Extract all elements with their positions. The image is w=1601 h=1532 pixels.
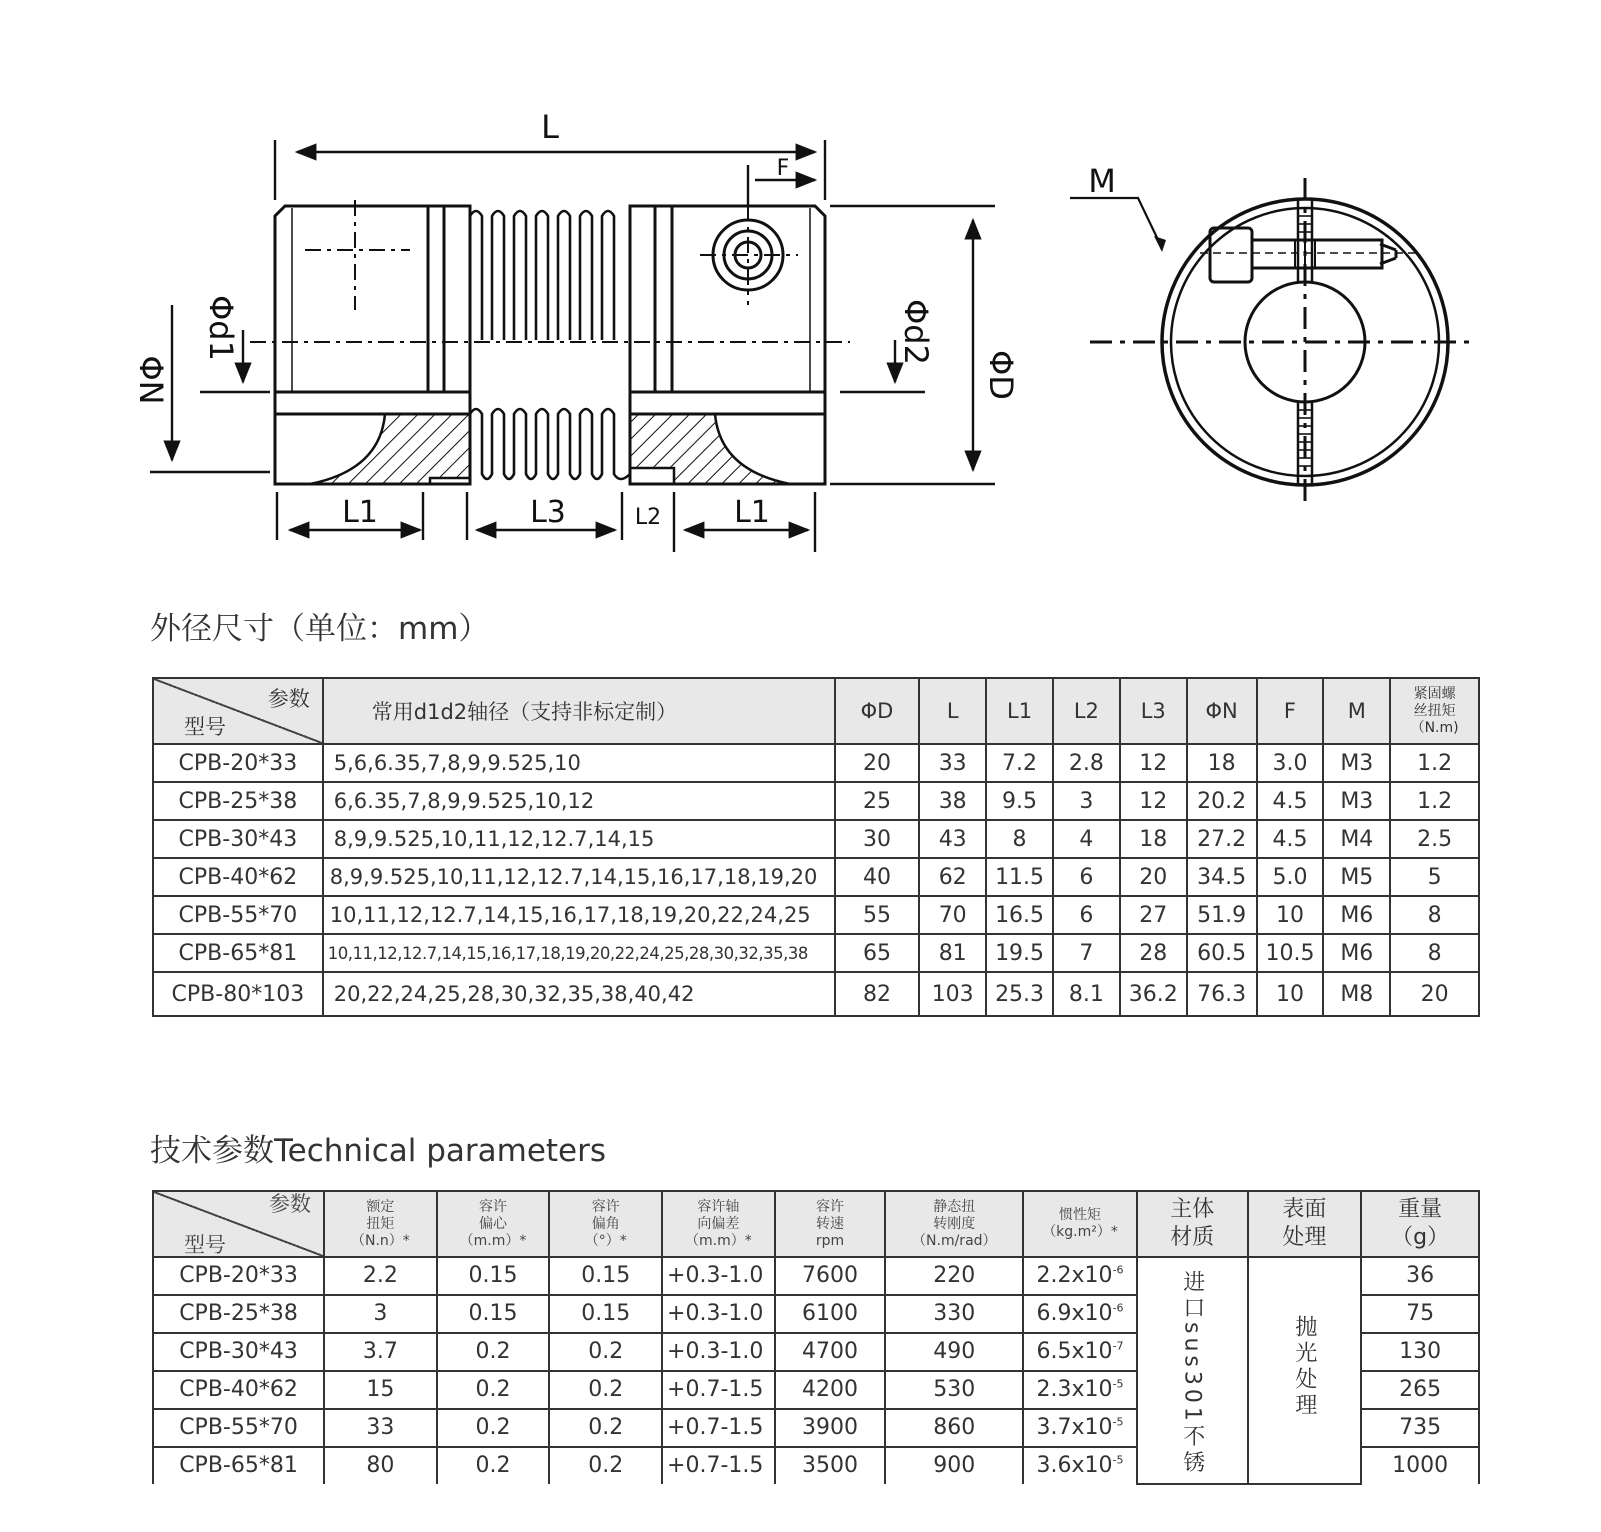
L2-cell: 4 (1053, 820, 1120, 858)
N-cell: 60.5 (1187, 934, 1257, 972)
L1-cell: 25.3 (986, 972, 1053, 1016)
L3-cell: 12 (1120, 744, 1187, 782)
bore-cell: 8,9,9.525,10,11,12,12.7,14,15 (323, 820, 835, 858)
axial-cell: +0.7-1.5 (662, 1409, 775, 1447)
L-cell: 70 (919, 896, 986, 934)
L2-cell: 8.1 (1053, 972, 1120, 1016)
weight-cell: 1000 (1361, 1447, 1479, 1484)
torque-cell: 1.2 (1390, 782, 1479, 820)
N-cell: 20.2 (1187, 782, 1257, 820)
weight-cell: 75 (1361, 1295, 1479, 1333)
speed-cell: 3500 (775, 1447, 886, 1484)
torque-cell: 8 (1390, 896, 1479, 934)
corner-header-param: 参数 (269, 1192, 312, 1216)
label-D: ΦD (982, 350, 1020, 400)
torque-cell: 15 (324, 1371, 437, 1409)
table-row (153, 782, 1479, 820)
table-row (153, 934, 1479, 972)
model-cell: CPB-40*62 (153, 858, 323, 896)
stiffness-cell: 860 (885, 1409, 1023, 1447)
L1-cell: 11.5 (986, 858, 1053, 896)
axial-cell: +0.7-1.5 (662, 1447, 775, 1484)
L2-cell: 6 (1053, 858, 1120, 896)
L3-cell: 27 (1120, 896, 1187, 934)
inertia-cell: $2.2x10^{-6}$ (1023, 1257, 1137, 1295)
bore-cell: 10,11,12,12.7,14,15,16,17,18,19,20,22,24,25 (323, 896, 835, 934)
torque-cell: 8 (1390, 934, 1479, 972)
technical-header-row (153, 1191, 1479, 1257)
torque-cell: 5 (1390, 858, 1479, 896)
table-row (153, 858, 1479, 896)
speed-cell: 4200 (775, 1371, 886, 1409)
model-cell: CPB-55*70 (153, 896, 323, 934)
L2-cell: 2.8 (1053, 744, 1120, 782)
L-cell: 43 (919, 820, 986, 858)
stiffness-cell: 490 (885, 1333, 1023, 1371)
model-cell: CPB-20*33 (153, 744, 323, 782)
N-cell: 18 (1187, 744, 1257, 782)
M-cell: M5 (1323, 858, 1390, 896)
table-row (153, 820, 1479, 858)
header-M: M (1323, 678, 1390, 744)
L1-cell: 9.5 (986, 782, 1053, 820)
D-cell: 82 (835, 972, 920, 1016)
eccentric-cell: 0.2 (437, 1447, 550, 1484)
model-cell: CPB-20*33 (153, 1257, 324, 1295)
dimensions-table (152, 677, 1480, 1017)
inertia-cell: $2.3x10^{-5}$ (1023, 1371, 1137, 1409)
model-cell: CPB-80*103 (153, 972, 323, 1016)
model-cell: CPB-30*43 (153, 1333, 324, 1371)
torque-cell: 1.2 (1390, 744, 1479, 782)
angle-cell: 0.2 (549, 1371, 662, 1409)
L3-cell: 12 (1120, 782, 1187, 820)
eccentric-cell: 0.2 (437, 1333, 550, 1371)
dimensions-title: 外径尺寸（单位：mm） (150, 611, 490, 647)
speed-cell: 3900 (775, 1409, 886, 1447)
angle-cell: 0.2 (549, 1447, 662, 1484)
F-cell: 10 (1257, 896, 1324, 934)
torque-cell: 2.2 (324, 1257, 437, 1295)
axial-cell: +0.7-1.5 (662, 1371, 775, 1409)
torque-cell: 2.5 (1390, 820, 1479, 858)
D-cell: 20 (835, 744, 920, 782)
L1-cell: 19.5 (986, 934, 1053, 972)
surface-cell: 抛光处理 (1248, 1257, 1362, 1484)
M-cell: M6 (1323, 934, 1390, 972)
L-cell: 33 (919, 744, 986, 782)
L1-cell: 7.2 (986, 744, 1053, 782)
eccentric-cell: 0.2 (437, 1371, 550, 1409)
torque-cell: 33 (324, 1409, 437, 1447)
bore-cell: 10,11,12,12.7,14,15,16,17,18,19,20,22,24,25,28,30,32,35,38 (323, 934, 835, 972)
bore-cell: 8,9,9.525,10,11,12,12.7,14,15,16,17,18,19,20 (323, 858, 835, 896)
axial-cell: +0.3-1.0 (662, 1333, 775, 1371)
eccentric-cell: 0.2 (437, 1409, 550, 1447)
label-d2: Φd2 (897, 299, 935, 365)
header-N: ΦN (1187, 678, 1257, 744)
L-cell: 62 (919, 858, 986, 896)
axial-cell: +0.3-1.0 (662, 1295, 775, 1333)
L2-cell: 7 (1053, 934, 1120, 972)
label-L: L (541, 108, 559, 146)
label-L3: L3 (530, 495, 566, 530)
L3-cell: 18 (1120, 820, 1187, 858)
F-cell: 4.5 (1257, 782, 1324, 820)
bore-cell: 5,6,6.35,7,8,9,9.525,10 (323, 744, 835, 782)
M-cell: M6 (1323, 896, 1390, 934)
header-material: 主体 材质 (1137, 1191, 1248, 1257)
inertia-cell: $3.6x10^{-5}$ (1023, 1447, 1137, 1484)
header-torque: 紧固螺 丝扭矩 （N.m) (1390, 678, 1479, 744)
label-L1-left: L1 (342, 495, 378, 530)
technical-table (152, 1190, 1480, 1485)
model-cell: CPB-55*70 (153, 1409, 324, 1447)
header-inertia: 惯性矩 （kg.m²）* (1023, 1191, 1137, 1257)
inertia-cell: $6.9x10^{-6}$ (1023, 1295, 1137, 1333)
F-cell: 10 (1257, 972, 1324, 1016)
header-speed: 容许 转速 rpm (775, 1191, 886, 1257)
N-cell: 76.3 (1187, 972, 1257, 1016)
weight-cell: 36 (1361, 1257, 1479, 1295)
table-row (153, 896, 1479, 934)
angle-cell: 0.15 (549, 1257, 662, 1295)
L1-cell: 8 (986, 820, 1053, 858)
weight-cell: 130 (1361, 1333, 1479, 1371)
M-cell: M8 (1323, 972, 1390, 1016)
stiffness-cell: 900 (885, 1447, 1023, 1484)
D-cell: 65 (835, 934, 920, 972)
L1-cell: 16.5 (986, 896, 1053, 934)
corner-header (153, 1191, 324, 1257)
header-rated-torque: 额定 扭矩 （N.n）* (324, 1191, 437, 1257)
technical-title: 技术参数Technical parameters (150, 1133, 607, 1169)
torque-cell: 80 (324, 1447, 437, 1484)
header-L2: L2 (1053, 678, 1120, 744)
header-L1: L1 (986, 678, 1053, 744)
speed-cell: 7600 (775, 1257, 886, 1295)
stiffness-cell: 530 (885, 1371, 1023, 1409)
label-d1: Φd1 (202, 295, 240, 361)
header-stiffness: 静态扭 转刚度 （N.m/rad） (885, 1191, 1023, 1257)
torque-cell: 3 (324, 1295, 437, 1333)
D-cell: 55 (835, 896, 920, 934)
label-M: M (1088, 162, 1116, 200)
label-L2: L2 (634, 505, 662, 530)
header-bore: 常用d1d2轴径（支持非标定制） (323, 678, 835, 744)
eccentric-cell: 0.15 (437, 1257, 550, 1295)
D-cell: 25 (835, 782, 920, 820)
coupling-end-view-drawing (1070, 160, 1500, 510)
stiffness-cell: 330 (885, 1295, 1023, 1333)
corner-header-param: 参数 (267, 687, 310, 711)
corner-header-model: 型号 (184, 715, 226, 739)
weight-cell: 265 (1361, 1371, 1479, 1409)
L-cell: 103 (919, 972, 986, 1016)
label-N: ΦN (132, 355, 170, 405)
N-cell: 51.9 (1187, 896, 1257, 934)
L3-cell: 36.2 (1120, 972, 1187, 1016)
eccentric-cell: 0.15 (437, 1295, 550, 1333)
corner-header-model: 型号 (184, 1233, 226, 1257)
header-eccentric: 容许 偏心 （m.m）* (437, 1191, 550, 1257)
inertia-cell: $3.7x10^{-5}$ (1023, 1409, 1137, 1447)
N-cell: 27.2 (1187, 820, 1257, 858)
F-cell: 4.5 (1257, 820, 1324, 858)
F-cell: 5.0 (1257, 858, 1324, 896)
L-cell: 38 (919, 782, 986, 820)
model-cell: CPB-40*62 (153, 1371, 324, 1409)
label-F: F (776, 156, 790, 181)
F-cell: 3.0 (1257, 744, 1324, 782)
speed-cell: 4700 (775, 1333, 886, 1371)
angle-cell: 0.15 (549, 1295, 662, 1333)
table-row (153, 744, 1479, 782)
L3-cell: 20 (1120, 858, 1187, 896)
M-cell: M3 (1323, 782, 1390, 820)
header-F: F (1257, 678, 1324, 744)
torque-cell: 20 (1390, 972, 1479, 1016)
header-axial: 容许轴 向偏差 （m.m）* (662, 1191, 775, 1257)
angle-cell: 0.2 (549, 1409, 662, 1447)
dimensions-header-row (153, 678, 1479, 744)
stiffness-cell: 220 (885, 1257, 1023, 1295)
F-cell: 10.5 (1257, 934, 1324, 972)
inertia-cell: $6.5x10^{-7}$ (1023, 1333, 1137, 1371)
header-angle: 容许 偏角 （°）* (549, 1191, 662, 1257)
bore-cell: 6,6.35,7,8,9,9.525,10,12 (323, 782, 835, 820)
M-cell: M4 (1323, 820, 1390, 858)
L3-cell: 28 (1120, 934, 1187, 972)
speed-cell: 6100 (775, 1295, 886, 1333)
model-cell: CPB-25*38 (153, 782, 323, 820)
header-L: L (919, 678, 986, 744)
table-row (153, 1257, 1479, 1295)
model-cell: CPB-25*38 (153, 1295, 324, 1333)
N-cell: 34.5 (1187, 858, 1257, 896)
header-surface: 表面 处理 (1248, 1191, 1362, 1257)
torque-cell: 3.7 (324, 1333, 437, 1371)
L-cell: 81 (919, 934, 986, 972)
header-L3: L3 (1120, 678, 1187, 744)
D-cell: 40 (835, 858, 920, 896)
D-cell: 30 (835, 820, 920, 858)
header-weight: 重量 （g） (1361, 1191, 1479, 1257)
corner-header (153, 678, 323, 744)
header-D: ΦD (835, 678, 920, 744)
table-row (153, 972, 1479, 1016)
bore-cell: 20,22,24,25,28,30,32,35,38,40,42 (323, 972, 835, 1016)
label-L1-right: L1 (734, 495, 770, 530)
model-cell: CPB-65*81 (153, 1447, 324, 1484)
weight-cell: 735 (1361, 1409, 1479, 1447)
angle-cell: 0.2 (549, 1333, 662, 1371)
L2-cell: 6 (1053, 896, 1120, 934)
model-cell: CPB-65*81 (153, 934, 323, 972)
M-cell: M3 (1323, 744, 1390, 782)
L2-cell: 3 (1053, 782, 1120, 820)
model-cell: CPB-30*43 (153, 820, 323, 858)
axial-cell: +0.3-1.0 (662, 1257, 775, 1295)
material-cell: 进口sus301不锈 (1137, 1257, 1248, 1484)
